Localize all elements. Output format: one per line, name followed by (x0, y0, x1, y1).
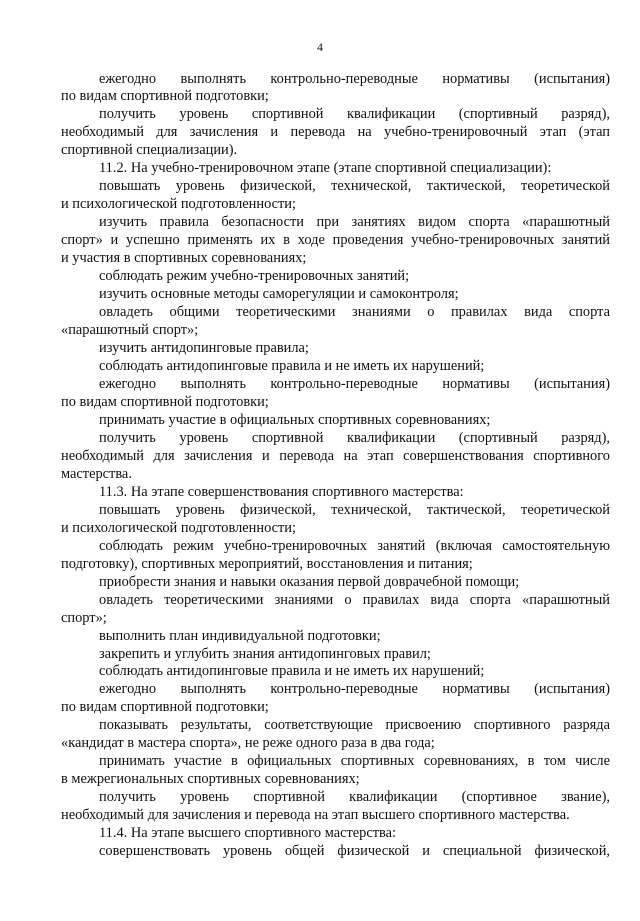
text-line: изучить антидопинговые правила; (99, 340, 309, 357)
text-line: принимать участие в официальных спортивных соревнованиях; (99, 411, 491, 428)
text-line: овладеть теоретическими знаниями о правилах вида спорта «парашютный (99, 591, 610, 608)
text-line: 11.2. На учебно-тренировочном этапе (этапе спортивной специализации): (99, 160, 552, 177)
text-line: мастерства. (61, 465, 132, 482)
text-line: показывать результаты, соответствующие присвоению спортивного разряда (99, 717, 610, 734)
text-line: приобрести знания и навыки оказания первой доврачебной помощи; (99, 573, 520, 590)
text-line: изучить правила безопасности при занятиях видом спорта «парашютный (99, 214, 610, 231)
text-line: 11.3. На этапе совершенствования спортивного мастерства: (99, 483, 464, 500)
text-line: изучить основные методы саморегуляции и самоконтроля; (99, 286, 459, 303)
text-line: получить уровень спортивной квалификации (спортивный разряд), (99, 429, 610, 446)
text-line: соблюдать режим учебно-тренировочных занятий (включая самостоятельную (99, 537, 610, 554)
text-line: спорт» и успешно применять их в ходе проведения учебно-тренировочных занятий (61, 232, 610, 249)
text-line: необходимый для зачисления и перевода на этап совершенствования спортивного (61, 447, 610, 464)
text-line: по видам спортивной подготовки; (61, 699, 269, 716)
text-line: «парашютный спорт»; (61, 322, 199, 339)
text-line: выполнить план индивидуальной подготовки; (99, 627, 381, 644)
text-line: по видам спортивной подготовки; (61, 393, 269, 410)
text-line: принимать участие в официальных спортивных соревнованиях, в том числе (99, 753, 610, 770)
text-line: соблюдать режим учебно-тренировочных занятий; (99, 268, 410, 285)
text-line: совершенствовать уровень общей физической и специальной физической, (99, 843, 610, 860)
text-line: ежегодно выполнять контрольно-переводные нормативы (испытания) (99, 70, 610, 87)
text-line: и психологической подготовленности; (61, 519, 296, 536)
text-line: подготовку), спортивных мероприятий, восстановления и питания; (61, 555, 473, 572)
text-line: повышать уровень физической, технической, тактической, теоретической (99, 178, 610, 195)
text-line: повышать уровень физической, технической, тактической, теоретической (99, 501, 610, 518)
text-line: соблюдать антидопинговые правила и не иметь их нарушений; (99, 358, 485, 374)
text-line: соблюдать антидопинговые правила и не иметь их нарушений; (99, 663, 485, 680)
document-body (61, 71, 610, 862)
text-line: получить уровень спортивной квалификации (спортивный разряд), (99, 106, 610, 123)
text-line: спорт»; (61, 609, 107, 626)
text-line: закрепить и углубить знания антидопинговых правил; (99, 645, 431, 662)
text-line: по видам спортивной подготовки; (61, 88, 269, 105)
text-line: спортивной специализации). (61, 142, 238, 159)
text-line: «кандидат в мастера спорта», не реже одного раза в два года; (61, 735, 435, 752)
text-line: и психологической подготовленности; (61, 196, 296, 213)
text-line: получить уровень спортивной квалификации (спортивное звание), (99, 789, 610, 806)
text-line: ежегодно выполнять контрольно-переводные нормативы (испытания) (99, 375, 610, 392)
text-line: в межрегиональных спортивных соревнованиях; (61, 771, 360, 788)
text-line: и участия в спортивных соревнованиях; (61, 250, 307, 267)
text-line: необходимый для зачисления и перевода на учебно-тренировочный этап (этап (61, 124, 610, 141)
text-line: необходимый для зачисления и перевода на этап высшего спортивного мастерства. (61, 807, 570, 824)
text-line: 11.4. На этапе высшего спортивного мастерства: (99, 825, 397, 842)
text-line: овладеть общими теоретическими знаниями о правилах вида спорта (99, 304, 610, 321)
page-number: 4 (317, 40, 323, 54)
text-line: ежегодно выполнять контрольно-переводные нормативы (испытания) (99, 681, 610, 698)
